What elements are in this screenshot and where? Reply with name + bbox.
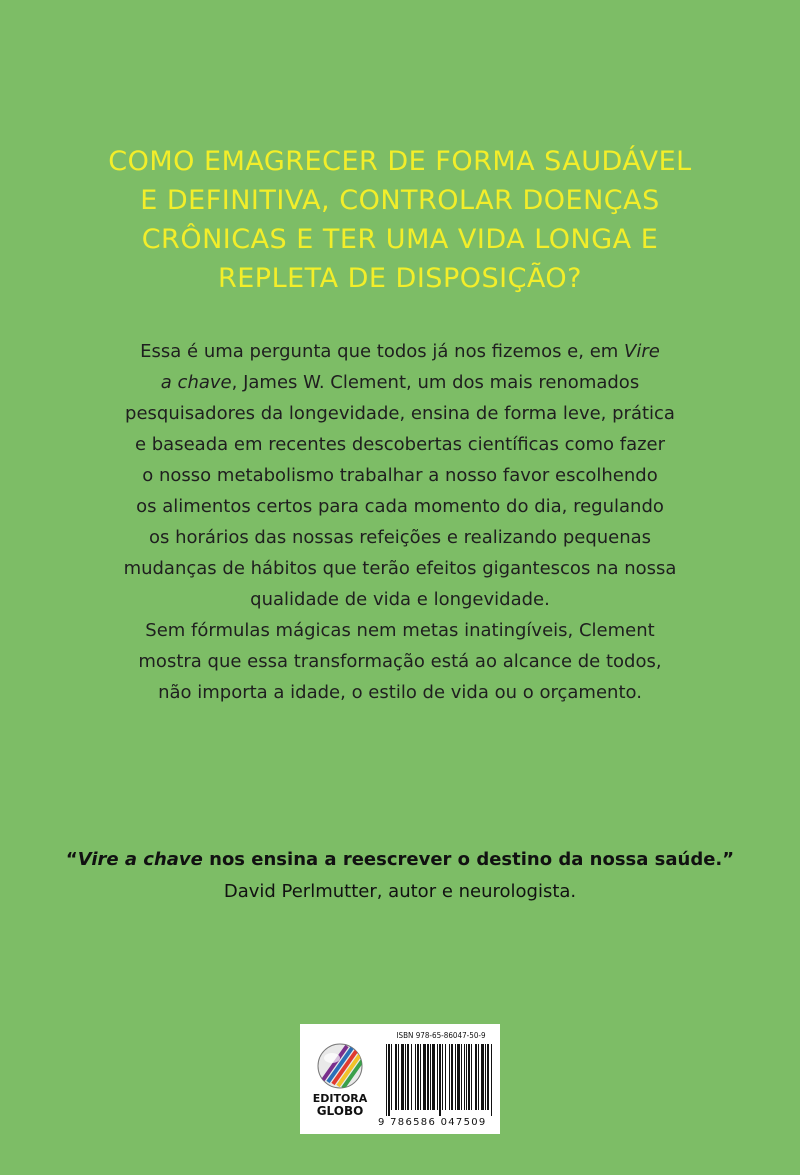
synopsis-line: e baseada em recentes descobertas científicas como fazer <box>134 434 666 455</box>
barcode-bar <box>417 1044 419 1110</box>
barcode-bar <box>451 1044 453 1110</box>
barcode-bar <box>415 1044 416 1110</box>
synopsis-text: Essa é uma pergunta que todos já nos fizemos e, em <box>140 341 625 362</box>
barcode-bar <box>439 1044 441 1116</box>
barcode-bar <box>481 1044 484 1110</box>
barcode-bar <box>455 1044 456 1110</box>
barcode-bar <box>398 1044 399 1110</box>
barcode-bar <box>449 1044 450 1110</box>
barcode-bar <box>461 1044 462 1110</box>
barcode-bar <box>487 1044 489 1110</box>
barcode-bar <box>464 1044 465 1110</box>
barcode-bar <box>401 1044 404 1110</box>
barcode-bar <box>395 1044 397 1110</box>
barcode-bar <box>430 1044 431 1110</box>
synopsis-line: mudanças de hábitos que terão efeitos gigantescos na nossa <box>123 558 677 579</box>
barcode <box>384 1044 496 1116</box>
headline-line: CRÔNICAS E TER UMA VIDA LONGA E <box>141 224 659 255</box>
barcode-bar <box>468 1044 470 1110</box>
synopsis-line: mostra que essa transformação está ao alcance de todos, <box>138 651 662 672</box>
synopsis-line: o nosso metabolismo trabalhar a nosso favor escolhendo <box>142 465 658 486</box>
headline-line: E DEFINITIVA, CONTROLAR DOENÇAS <box>140 185 660 216</box>
barcode-bar <box>423 1044 426 1110</box>
barcode-panel <box>300 1024 500 1134</box>
quote-attribution: David Perlmutter, autor e neurologista. <box>223 881 577 902</box>
headline-line: COMO EMAGRECER DE FORMA SAUDÁVEL <box>108 146 692 177</box>
barcode-bar <box>407 1044 409 1110</box>
barcode-bar <box>437 1044 438 1110</box>
barcode-bar <box>442 1044 443 1110</box>
quote-book-title: Vire a chave <box>77 849 203 870</box>
barcode-bar <box>411 1044 412 1110</box>
barcode-bar <box>478 1044 479 1110</box>
book-title: Vire <box>624 341 660 362</box>
barcode-bar <box>475 1044 477 1110</box>
synopsis-line: não importa a idade, o estilo de vida ou o orçamento. <box>158 682 642 703</box>
synopsis-line <box>80 336 720 367</box>
barcode-bar <box>485 1044 486 1110</box>
publisher-name-2: GLOBO <box>316 1104 364 1118</box>
synopsis-line <box>80 367 720 398</box>
barcode-bar <box>445 1044 446 1110</box>
barcode-bar <box>420 1044 421 1110</box>
barcode-bar <box>471 1044 472 1110</box>
synopsis-line: os alimentos certos para cada momento do dia, regulando <box>136 496 664 517</box>
barcode-bar <box>427 1044 429 1110</box>
barcode-bar <box>388 1044 390 1116</box>
quote-body: nos ensina a reescrever o destino da nossa saúde.” <box>202 849 735 870</box>
barcode-bar <box>466 1044 467 1110</box>
synopsis-line: Sem fórmulas mágicas nem metas inatingíveis, Clement <box>145 620 655 641</box>
synopsis-line: qualidade de vida e longevidade. <box>250 589 550 610</box>
blurb-quote <box>40 844 760 908</box>
publisher-name-1: EDITORA <box>312 1092 368 1105</box>
barcode-digits: 9 786586 047509 <box>378 1117 487 1128</box>
quote-text <box>40 844 760 876</box>
editora-globo-logo <box>308 1038 372 1124</box>
quote-open-mark: “ <box>65 849 78 870</box>
headline <box>80 142 720 298</box>
synopsis <box>80 336 720 708</box>
barcode-bar <box>491 1044 492 1116</box>
barcode-bar <box>391 1044 392 1110</box>
synopsis-line: os horários das nossas refeições e realizando pequenas <box>148 527 652 548</box>
barcode-bar <box>405 1044 406 1110</box>
barcode-bar <box>432 1044 435 1110</box>
synopsis-line: pesquisadores da longevidade, ensina de forma leve, prática <box>125 403 675 424</box>
synopsis-text: , James W. Clement, um dos mais renomados <box>231 372 640 393</box>
barcode-bar <box>386 1044 387 1116</box>
headline-line: REPLETA DE DISPOSIÇÃO? <box>217 263 583 294</box>
book-title: a chave <box>160 372 232 393</box>
isbn-label: ISBN 978-65-86047-50-9 <box>396 1031 486 1040</box>
barcode-bar <box>457 1044 460 1110</box>
